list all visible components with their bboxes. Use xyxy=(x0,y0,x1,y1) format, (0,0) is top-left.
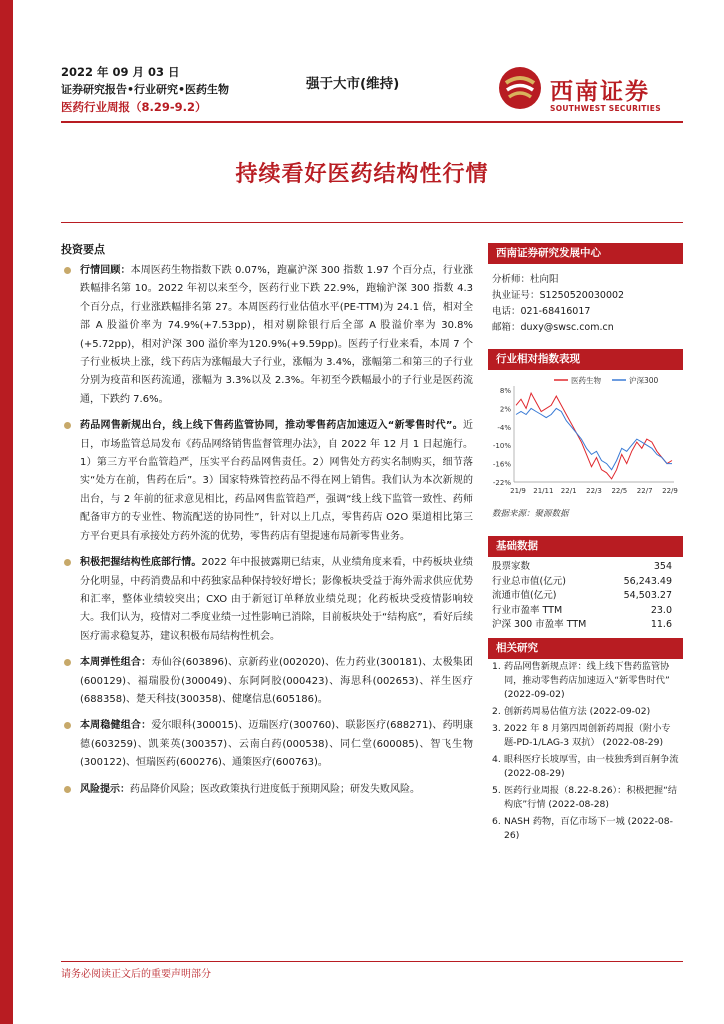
report-title: 创新药周易估值方法 (2022-09-02) xyxy=(504,706,651,717)
bullet-dot xyxy=(64,786,71,793)
bullet-stable-portfolio xyxy=(61,717,473,772)
related-research-list xyxy=(492,660,680,846)
left-accent-bar xyxy=(0,0,13,1024)
basic-key: 流通市值(亿元) xyxy=(492,590,557,601)
bullet-lead: 本周弹性组合： xyxy=(80,657,152,669)
bullet-text: 爱尔眼科(300015)、迈瑞医疗(300760)、联影医疗(688271)、药明康德(603259)、凯莱英(300357)、云南白药(000538)、同仁堂(600085)、智飞生物(300122)、恒瑞医药(600276)、通策医疗(600763)。 xyxy=(80,720,473,769)
y-tick-label: 8% xyxy=(499,387,511,395)
bullet-text: 药品降价风险；医改政策执行进度低于预期风险；研发失败风险。 xyxy=(130,783,420,795)
y-tick-label: -4% xyxy=(497,423,511,432)
phone: 电话：021-68416017 xyxy=(492,306,591,317)
basic-value: 54,503.27 xyxy=(623,590,672,601)
header-divider xyxy=(61,121,683,123)
bullet-dot xyxy=(64,722,71,729)
x-tick-label: 22/9 xyxy=(662,487,678,495)
report-title: 医药行业周报（8.22-8.26）：积极把握“结构底”行情 (2022-08-28) xyxy=(504,785,678,810)
bullet-dot xyxy=(64,659,71,666)
bullet-market-review xyxy=(61,262,473,409)
relative-index-chart xyxy=(488,372,683,502)
list-number: 1. xyxy=(492,661,501,672)
license-number: 执业证号：S1250520030002 xyxy=(492,290,625,301)
report-title: NASH 药物，百亿市场下一城 (2022-08-26) xyxy=(504,816,673,841)
x-tick-label: 22/7 xyxy=(636,487,653,495)
y-tick-label: -16% xyxy=(492,460,511,469)
bullet-text: 本周医药生物指数下跌 0.07%，跑赢沪深 300 指数 1.97 个百分点，行业涨跌幅排名第 10。2022 年初以来至今，医药行业下跌 22.9%，跑输沪深 300 指数 4.3 个百分点，行业涨跌幅排名第 27。本周医药行业估值水平(PE-TTM)为 24.1 倍，相对全部 A 股溢价率为 74.9%(+7.53pp)，相对剔除银行后全部 A 股溢价率为 30.8%(+5.72pp)，相对沪深 300 溢价率为120.9%(+9.59pp)。医药子行业来看，本周 7 个子行业板块上涨，线下药店为涨幅最大子行业，涨幅为 3.4%，涨幅第二和第三的子行业分别为疫苗和医药流通，涨幅为 3.3%以及 2.3%。年初至今跌幅最小的子行业是医药流通，下跌约 7.6%。 xyxy=(80,265,474,405)
basic-value: 11.6 xyxy=(650,619,672,630)
bullet-elastic-portfolio xyxy=(61,654,473,709)
title-divider xyxy=(61,222,683,223)
x-tick-label: 21/11 xyxy=(533,487,554,495)
institute-heading: 西南证券研究发展中心 xyxy=(488,243,683,264)
summary-heading: 投资要点 xyxy=(61,243,105,256)
list-number: 6. xyxy=(492,816,501,827)
report-title: 药品网售新规点评：线上线下售药监管协同，推动零售药店加速迈入“新零售时代” (2022-09-02) xyxy=(504,661,670,700)
x-tick-label: 22/5 xyxy=(611,487,628,495)
basic-data-heading: 基础数据 xyxy=(488,536,683,557)
brand-name-en: SOUTHWEST SECURITIES xyxy=(550,104,661,113)
legend-label: 医药生物 xyxy=(571,376,601,385)
x-tick-label: 21/9 xyxy=(510,487,526,495)
related-research-heading: 相关研究 xyxy=(488,638,683,659)
disclaimer-notice: 请务必阅读正文后的重要声明部分 xyxy=(61,969,211,980)
y-tick-label: -22% xyxy=(492,479,511,487)
basic-row xyxy=(492,604,672,619)
report-title: 眼科医疗长坡厚雪，由一枝独秀到百舸争流 (2022-08-29) xyxy=(504,754,679,779)
bullet-text: 寿仙谷(603896)、京新药业(002020)、佐力药业(300181)、太极集团(600129)、福瑞股份(300049)、东阿阿胶(000423)、海思科(002653)、祥生医疗(688358)、楚天科技(300358)、健麾信息(605186)。 xyxy=(80,657,473,705)
analyst-name: 分析师：杜向阳 xyxy=(492,274,559,285)
basic-value: 354 xyxy=(653,561,672,572)
related-report-link[interactable] xyxy=(492,705,680,719)
series-line-1 xyxy=(516,393,672,479)
list-number: 2. xyxy=(492,706,501,717)
list-number: 3. xyxy=(492,723,501,734)
bullet-dot xyxy=(64,422,71,429)
legend-label: 沪深300 xyxy=(629,376,659,385)
list-number: 5. xyxy=(492,785,501,796)
basic-key: 行业市盈率 TTM xyxy=(492,604,563,616)
bullet-text: 近日，市场监管总局发布《药品网络销售监督管理办法》，自 2022 年 12 月 1 日起施行。1）第三方平台监管趋严，压实平台药品网售责任。2）网售处方药实名制购买，细节落实“处方在前，售药在后”。3）国家特殊管控药品不得在网上销售。我们认为本次新规的出台，与 2 年前的征求意见相比，药品网售监管趋严，强调“线上线下监管一致性、药师配备审方的专业性、物流配送的协同性”，针对以上几点，零售药店 O2O 渠道相比第三方平台更具有承接处方药外流的优势，零售药店有望提速布局新零售业务。 xyxy=(80,420,473,542)
footer-divider xyxy=(61,961,683,962)
industry-rating: 强于大市(维持) xyxy=(306,76,400,92)
basic-row xyxy=(492,589,672,604)
summary-bullets xyxy=(61,262,473,807)
related-report-link[interactable] xyxy=(492,784,680,812)
chart-heading: 行业相对指数表现 xyxy=(488,349,683,370)
report-title: 2022 年 8 月第四周创新药周报（附小专题-PD-1/LAG-3 双抗） (2022-08-29) xyxy=(504,723,671,748)
bullet-risk xyxy=(61,781,473,799)
bullet-online-regulation xyxy=(61,417,473,546)
bullet-structural-bottom xyxy=(61,554,473,646)
basic-data-table xyxy=(492,560,672,633)
related-report-link[interactable] xyxy=(492,753,680,781)
bullet-lead: 积极把握结构性底部行情。 xyxy=(80,557,202,569)
y-tick-label: 2% xyxy=(499,405,511,414)
related-report-link[interactable] xyxy=(492,722,680,750)
swsc-logo-icon xyxy=(498,66,542,110)
x-tick-label: 22/3 xyxy=(586,487,602,495)
basic-value: 56,243.49 xyxy=(623,575,672,587)
basic-key: 股票家数 xyxy=(492,561,531,572)
basic-key: 沪深 300 市盈率 TTM xyxy=(492,619,587,630)
basic-row xyxy=(492,560,672,575)
report-date: 2022 年 09 月 03 日 xyxy=(61,65,180,79)
page-title: 持续看好医药结构性行情 xyxy=(235,162,489,187)
related-report-link[interactable] xyxy=(492,660,680,702)
bullet-dot xyxy=(64,267,71,274)
report-series: 医药行业周报（8.29-9.2） xyxy=(61,100,207,114)
email: 邮箱：duxy@swsc.com.cn xyxy=(492,322,614,333)
report-type: 证券研究报告•行业研究•医药生物 xyxy=(61,83,230,96)
bullet-lead: 药品网售新规出台，线上线下售药监管协同，推动零售药店加速迈入“新零售时代”。 xyxy=(80,420,463,432)
bullet-dot xyxy=(64,559,71,566)
bullet-lead: 行情回顾： xyxy=(80,265,131,276)
bullet-text: 2022 年中报披露期已结束，从业绩角度来看，中药板块业绩分化明显，中药消费品和中药独家品种保持较好增长；影像板块受益于海外需求供应优势和汇率，整体业绩较突出；CXO 由于新冠订单释放业绩兑现；化药板块受疫情影响较大。我们认为，疫情对二季度业绩一过性影响已消除，目前板块处于“结构底”，看好后续医疗需求稳复苏，建议积极布局结构性机会。 xyxy=(80,557,473,642)
series-line-2 xyxy=(516,408,672,469)
y-tick-label: -10% xyxy=(492,442,511,451)
chart-source: 数据来源：聚源数据 xyxy=(492,509,569,519)
brand-name-cn: 西南证券 xyxy=(550,78,650,105)
basic-value: 23.0 xyxy=(650,604,672,616)
basic-key: 行业总市值(亿元) xyxy=(492,575,566,587)
basic-row xyxy=(492,575,672,590)
bullet-lead: 风险提示： xyxy=(80,783,130,795)
list-number: 4. xyxy=(492,754,501,765)
bullet-lead: 本周稳健组合： xyxy=(80,720,152,732)
x-tick-label: 22/1 xyxy=(560,487,577,495)
related-report-link[interactable] xyxy=(492,815,680,843)
basic-row xyxy=(492,618,672,633)
